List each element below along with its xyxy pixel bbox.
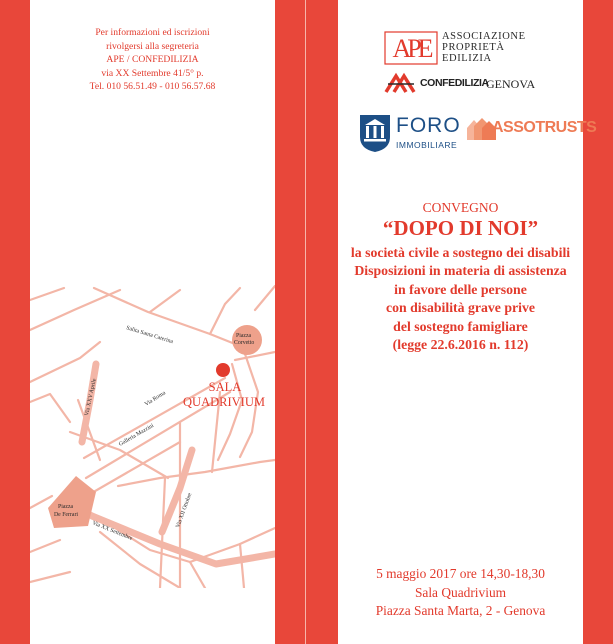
street-label-xxv-aprile: Via XXV Aprile (84, 378, 98, 417)
event-title-block (338, 200, 583, 354)
square-label-deferrari-1: Piazza (58, 504, 74, 510)
ape-monogram-icon (384, 30, 440, 66)
map-street (150, 290, 180, 312)
confedilizia-wordmark: CONFEDILIZIA (420, 77, 489, 89)
ape-wordmark (442, 31, 526, 65)
street-label-galleria-mazzini: Galleria Mazzini (118, 422, 155, 448)
foro-immobiliare-logo (358, 113, 461, 155)
foro-subtitle: IMMOBILIARE (396, 140, 458, 150)
subtitle-line: del sostegno famigliare (393, 318, 528, 334)
event-kicker: CONVEGNO (422, 200, 499, 215)
contact-line: rivolgersi alla segreteria (106, 40, 199, 52)
event-title: “DOPO DI NOI” (382, 216, 539, 240)
street-label-xx-settembre: Via XX Settembre (91, 520, 134, 542)
event-address: Piazza Santa Marta, 2 - Genova (375, 603, 546, 619)
venue-label-line2: QUADRIVIUM (183, 395, 265, 409)
map-street (255, 286, 275, 310)
map-street (30, 342, 100, 382)
ape-logo (384, 30, 544, 68)
piazza-de-ferrari (48, 476, 96, 528)
subtitle-line: la società civile a sostegno dei disabili (350, 245, 571, 260)
ape-wordmark-line: EDILIZIA (442, 53, 492, 65)
contact-line: APE / CONFEDILIZIA (106, 54, 199, 66)
assotrusts-logo (466, 114, 597, 144)
map-street (30, 572, 70, 582)
map-street (30, 394, 70, 422)
event-date: 5 maggio 2017 ore 14,30-18,30 (376, 566, 545, 581)
square-label-corvetto-2: Corvetto (234, 340, 255, 346)
svg-text:APE: APE (392, 34, 430, 63)
street-label-via-roma: Via Roma (143, 390, 167, 408)
street-map (30, 282, 275, 588)
street-label-xii-ottobre: Via XII Ottobre (175, 492, 194, 529)
square-label-corvetto-1: Piazza (236, 333, 252, 339)
confedilizia-logo (384, 72, 584, 94)
ape-wordmark-line: ASSOCIAZIONE (442, 31, 526, 42)
contact-phone: Tel. 010 56.51.49 - 010 56.57.68 (89, 81, 216, 93)
map-street (30, 288, 64, 300)
subtitle-line: (legge 22.6.2016 n. 112) (392, 337, 529, 353)
event-venue: Sala Quadrivium (414, 584, 507, 600)
map-street (240, 544, 244, 588)
subtitle-line: con disabilità grave prive (385, 300, 536, 316)
center-red-band (275, 0, 338, 644)
map-street (100, 532, 180, 588)
subtitle-line: in favore delle persone (394, 281, 527, 297)
contact-line: Per informazioni ed iscrizioni (95, 27, 210, 38)
event-details (338, 565, 583, 621)
foro-shield-icon (358, 113, 392, 153)
confedilizia-emblem-icon (384, 72, 420, 94)
street-label-santa-caterina: Salita Santa Caterina (125, 325, 174, 346)
map-street (30, 540, 60, 552)
left-red-border (0, 0, 30, 644)
right-red-border (583, 0, 613, 644)
venue-label-line1: SALA (208, 380, 242, 394)
contact-line: via XX Settembre 41/5° p. (101, 67, 204, 79)
map-street (84, 378, 225, 458)
map-street (210, 288, 240, 334)
fold-line (305, 0, 306, 644)
map-street (218, 364, 242, 460)
foro-wordmark: FORO (396, 114, 461, 137)
subtitle-line: Disposizioni in materia di assistenza (354, 263, 567, 279)
map-street (30, 496, 52, 508)
ape-wordmark-line: PROPRIETÀ (442, 42, 505, 54)
map-street (190, 562, 205, 588)
assotrusts-wordmark: ASSOTRUSTS (492, 119, 597, 136)
event-subtitle (338, 244, 583, 354)
genova-label: GENOVA (486, 77, 536, 91)
contact-info (30, 26, 275, 94)
square-label-deferrari-2: De Ferrari (54, 512, 78, 518)
venue-marker-dot (216, 363, 230, 377)
